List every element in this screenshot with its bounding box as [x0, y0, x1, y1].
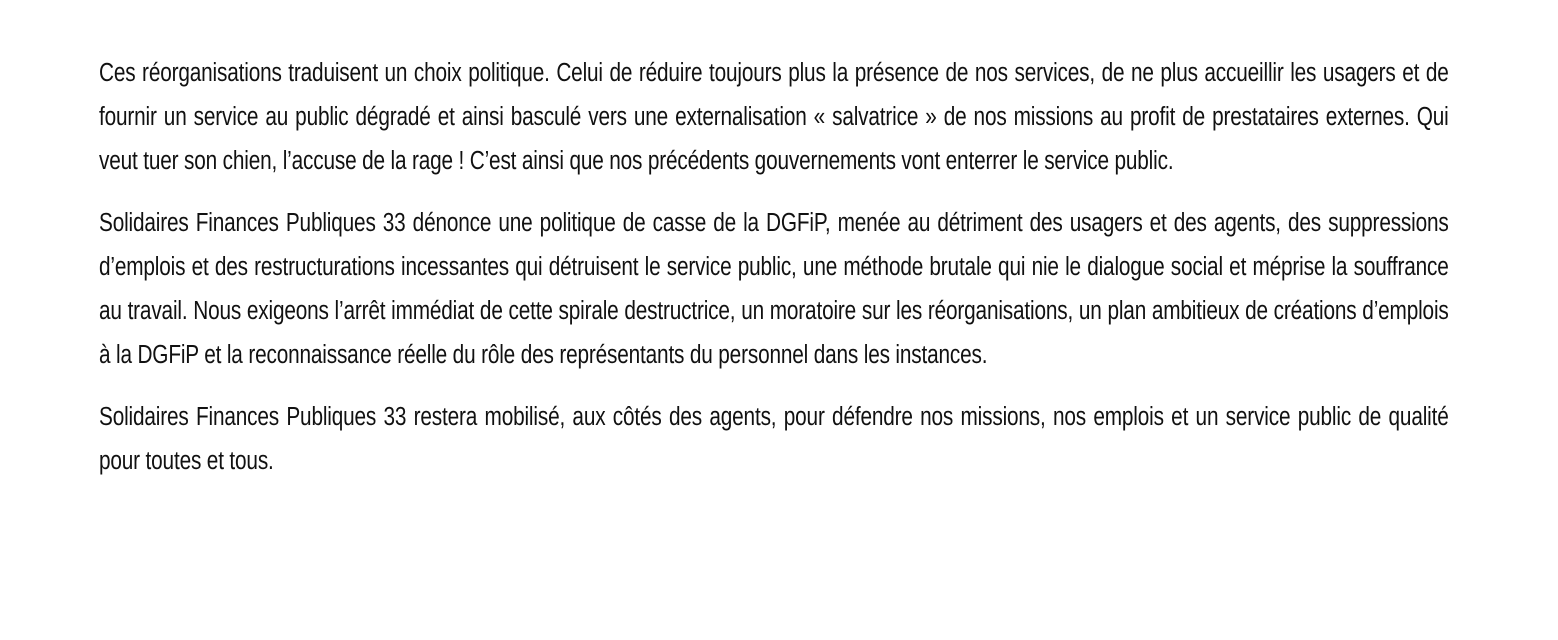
- paragraph-reorganisations: Ces réorganisations traduisent un choix politique. Celui de réduire toujours plus la présence de nos services, de ne plus accueillir les usagers et de fournir un service au public dégradé et ainsi basculé vers une externalisation « salvatrice » de nos missions au profit de prestataires externes. Qui veut tuer son chien, l’accuse de la rage ! C’est ainsi que nos précédents gouvernements vont enterrer le service public.: [99, 59, 1449, 175]
- paragraph-denonciation: Solidaires Finances Publiques 33 dénonce une politique de casse de la DGFiP, menée au détriment des usagers et des agents, des suppressions d’emplois et des restructurations incessantes qui détruisent le service public, une méthode brutale qui nie le dialogue social et méprise la souffrance au travail. Nous exigeons l’arrêt immédiat de cette spirale destructrice, un moratoire sur les réorganisations, un plan ambitieux de créations d’emplois à la DGFiP et la reconnaissance réelle du rôle des représentants du personnel dans les instances.: [99, 209, 1449, 369]
- paragraph-mobilisation: Solidaires Finances Publiques 33 restera mobilisé, aux côtés des agents, pour défendre nos missions, nos emplois et un service public de qualité pour toutes et tous.: [99, 403, 1449, 475]
